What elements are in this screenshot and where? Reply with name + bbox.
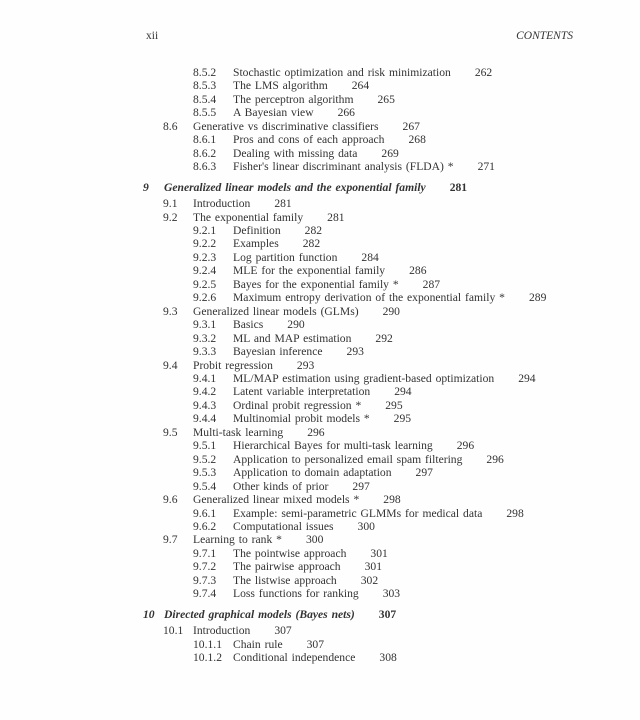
toc-entry-title: Bayes for the exponential family *	[233, 277, 399, 291]
toc-entry	[0, 547, 640, 560]
toc-entry-number: 9.6.2	[193, 519, 217, 533]
toc-entry-title: Learning to rank *	[193, 533, 282, 547]
toc-entry-number: 9.6.1	[193, 506, 217, 520]
toc-entry-title: The exponential family	[193, 210, 304, 224]
toc-entry-title: MLE for the exponential family	[233, 264, 386, 278]
toc-entry	[0, 332, 640, 345]
toc-entry	[0, 133, 640, 146]
toc-entry-title: Generalized linear models and the exponential family	[164, 181, 426, 195]
toc-entry-number: 9.4	[163, 358, 178, 372]
toc-entry	[0, 359, 640, 372]
toc-entry-number: 9.3.2	[193, 331, 217, 345]
toc-entry-page: 308	[379, 651, 397, 665]
toc-entry	[0, 345, 640, 358]
toc-entry-number: 9.2	[163, 210, 178, 224]
toc-entry-title: Pros and cons of each approach	[233, 133, 385, 147]
toc-entry	[0, 93, 640, 106]
toc-entry-page: 303	[382, 587, 401, 601]
toc-entry-page: 301	[370, 546, 388, 560]
toc-entry-number: 10.1	[163, 624, 184, 638]
toc-entry-title: Multi-task learning	[193, 425, 284, 439]
toc-entry-number: 8.5.4	[193, 92, 217, 106]
toc-entry-number: 9.2.1	[193, 223, 217, 237]
toc-entry-number: 9.7.1	[193, 546, 217, 560]
toc-entry	[0, 120, 640, 133]
toc-entry-number: 9.4.1	[193, 371, 217, 385]
toc-entry-page: 267	[402, 119, 420, 133]
toc-entry-page: 290	[382, 304, 400, 318]
toc-entry-number: 9.3.3	[193, 345, 217, 359]
toc-entry-title: Conditional independence	[233, 651, 356, 665]
page-number-label: xii	[146, 30, 159, 42]
toc-entry	[0, 264, 640, 277]
toc-entry-title: Introduction	[193, 197, 251, 211]
toc-entry-title: Definition	[233, 223, 281, 237]
toc-entry-number: 9.1	[163, 197, 178, 211]
toc-entry	[0, 79, 640, 92]
toc-entry-page: 293	[296, 358, 315, 372]
toc-entry-title: Latent variable interpretation	[233, 385, 371, 399]
toc-entry-title: Bayesian inference	[233, 345, 323, 359]
toc-entry-title: Generalized linear models (GLMs)	[193, 304, 359, 318]
toc-entry-title: Examples	[233, 237, 279, 251]
toc-entry-page: 264	[351, 79, 370, 93]
toc-entry-number: 9.7.3	[193, 573, 217, 587]
toc-entry-page: 295	[393, 412, 412, 426]
toc-entry-number: 9.5	[163, 425, 178, 439]
toc-entry-title: Log partition function	[233, 250, 338, 264]
toc-entry	[0, 291, 640, 304]
toc-entry	[0, 574, 640, 587]
toc-entry-number: 9.3.1	[193, 318, 217, 332]
toc-entry	[0, 533, 640, 546]
toc-entry	[0, 197, 640, 210]
toc-entry-page: 290	[287, 318, 305, 332]
toc-entry-page: 298	[383, 493, 401, 507]
toc-entry	[0, 638, 640, 651]
toc-entry-title: Introduction	[193, 624, 251, 638]
toc-entry-number: 9.2.6	[193, 291, 217, 305]
toc-entry-page: 292	[375, 331, 393, 345]
toc-entry-title: ML and MAP estimation	[233, 331, 352, 345]
toc-entry-page: 281	[327, 210, 345, 224]
toc-entry-title: The LMS algorithm	[233, 79, 328, 93]
toc-entry-page: 266	[337, 106, 355, 120]
toc-entry-number: 9.4.3	[193, 398, 217, 412]
toc-entry-page: 281	[274, 197, 292, 211]
toc-entry	[0, 66, 640, 79]
toc-entry-title: The listwise approach	[233, 573, 337, 587]
toc-entry-page: 271	[477, 160, 495, 174]
toc-entry-number: 8.6.1	[193, 133, 217, 147]
toc-entry-title: The pointwise approach	[233, 546, 347, 560]
toc-entry	[0, 426, 640, 439]
toc-entry-page: 268	[408, 133, 426, 147]
toc-entry-number: 8.5.3	[193, 79, 217, 93]
toc-entry-page: 300	[357, 519, 375, 533]
toc-entry-page: 262	[474, 66, 493, 79]
toc-entry	[0, 453, 640, 466]
toc-entry-page: 307	[378, 608, 397, 622]
toc-entry-page: 293	[346, 345, 364, 359]
toc-entry-number: 9	[143, 181, 149, 195]
toc-entry-page: 294	[518, 371, 536, 385]
toc-entry-title: Computational issues	[233, 519, 334, 533]
toc-entry-number: 9.5.2	[193, 452, 217, 466]
toc-entry-page: 284	[361, 250, 379, 264]
toc-entry	[0, 587, 640, 600]
toc-entry	[0, 318, 640, 331]
toc-entry	[0, 106, 640, 119]
toc-entry-page: 298	[506, 506, 524, 520]
toc-entry	[0, 399, 640, 412]
toc-entry-page: 307	[274, 624, 292, 638]
toc-entry-number: 9.4.4	[193, 412, 217, 426]
toc-entry-number: 10	[143, 608, 155, 622]
toc-entry	[0, 147, 640, 160]
toc-entry-number: 9.2.3	[193, 250, 217, 264]
toc-entry-title: Application to domain adaptation	[233, 466, 392, 480]
toc-entry	[0, 305, 640, 318]
toc-entry	[0, 237, 640, 250]
toc-entry-title: Hierarchical Bayes for multi-task learning	[233, 439, 433, 453]
toc-entry	[0, 181, 640, 194]
toc-entry-number: 9.7.4	[193, 587, 217, 601]
toc-entry-page: 282	[302, 237, 321, 251]
toc-entry-number: 10.1.1	[193, 637, 222, 651]
toc-entry	[0, 224, 640, 237]
toc-entry-page: 269	[381, 146, 399, 160]
toc-entry-title: Stochastic optimization and risk minimization	[233, 66, 451, 79]
toc-entry	[0, 651, 640, 664]
toc-entry	[0, 278, 640, 291]
toc-entry-title: ML/MAP estimation using gradient-based optimization	[233, 371, 495, 385]
toc-entry-title: Application to personalized email spam filtering	[233, 452, 463, 466]
toc-entry-number: 9.7.2	[193, 560, 217, 574]
toc-entry-number: 8.6	[163, 119, 178, 133]
toc-entry	[0, 211, 640, 224]
toc-entry-page: 265	[377, 92, 395, 106]
toc-entry	[0, 560, 640, 573]
toc-entry-page: 300	[305, 533, 324, 547]
toc-entry-number: 8.5.5	[193, 106, 217, 120]
toc-entry-title: Chain rule	[233, 637, 283, 651]
toc-entry	[0, 160, 640, 173]
toc-entry	[0, 385, 640, 398]
toc-entry-page: 302	[360, 573, 379, 587]
toc-entry	[0, 608, 640, 621]
toc-entry	[0, 493, 640, 506]
toc-entry-number: 9.5.3	[193, 466, 217, 480]
toc-entry-title: Fisher's linear discriminant analysis (FLDA) *	[233, 160, 454, 174]
toc-entry-number: 9.6	[163, 493, 178, 507]
toc-entry-title: Maximum entropy derivation of the exponential family *	[233, 291, 505, 305]
running-title: CONTENTS	[516, 30, 573, 42]
toc-entry	[0, 480, 640, 493]
toc-entry-page: 297	[415, 466, 433, 480]
toc-entry-number: 9.5.4	[193, 479, 217, 493]
toc-entry-title: Directed graphical models (Bayes nets)	[164, 608, 355, 622]
toc-entry-number: 9.4.2	[193, 385, 217, 399]
toc-entry-title: Dealing with missing data	[233, 146, 358, 160]
toc-entry-page: 296	[456, 439, 475, 453]
toc-entry-number: 9.5.1	[193, 439, 217, 453]
toc-entry	[0, 624, 640, 637]
toc-entry-page: 295	[385, 398, 403, 412]
toc-entry	[0, 372, 640, 385]
toc-entry-page: 294	[394, 385, 412, 399]
toc-entry-number: 8.6.3	[193, 160, 217, 174]
toc-entry-title: Other kinds of prior	[233, 479, 329, 493]
toc-entry	[0, 439, 640, 452]
toc-entry-number: 10.1.2	[193, 651, 222, 665]
toc-entry-number: 9.7	[163, 533, 178, 547]
toc-entry-title: The pairwise approach	[233, 560, 341, 574]
toc-entry-page: 287	[422, 277, 441, 291]
toc-entry-title: Multinomial probit models *	[233, 412, 370, 426]
toc-entry-number: 8.5.2	[193, 66, 217, 79]
toc-entry-title: Probit regression	[193, 358, 273, 372]
toc-entry	[0, 520, 640, 533]
toc-entry-page: 286	[409, 264, 427, 278]
toc-entry-page: 307	[306, 637, 325, 651]
toc-entry-title: A Bayesian view	[233, 106, 314, 120]
toc-entry	[0, 466, 640, 479]
toc-entry-title: Generative vs discriminative classifiers	[193, 119, 379, 133]
toc-entry-title: Generalized linear mixed models *	[193, 493, 360, 507]
toc-entry-title: Ordinal probit regression *	[233, 398, 362, 412]
toc-entry	[0, 251, 640, 264]
toc-entry-number: 9.2.2	[193, 237, 217, 251]
toc-entry-title: The perceptron algorithm	[233, 92, 354, 106]
toc-entry-number: 9.2.5	[193, 277, 217, 291]
toc-entry-number: 8.6.2	[193, 146, 217, 160]
toc-entry-page: 296	[307, 425, 325, 439]
toc-entry	[0, 412, 640, 425]
running-header	[0, 30, 640, 46]
toc-entry-page: 281	[449, 181, 468, 195]
toc-entry-page: 297	[352, 479, 370, 493]
toc-entry-page: 296	[486, 452, 504, 466]
toc-entry-title: Basics	[233, 318, 264, 332]
toc-entry-number: 9.3	[163, 304, 178, 318]
toc-entry-title: Loss functions for ranking	[233, 587, 359, 601]
toc-entry-page: 289	[528, 291, 547, 305]
toc-entry-page: 282	[304, 223, 323, 237]
toc-entry-title: Example: semi-parametric GLMMs for medical data	[233, 506, 483, 520]
toc-entry-number: 9.2.4	[193, 264, 217, 278]
toc-list	[0, 66, 640, 664]
toc-entry-page: 301	[364, 560, 382, 574]
toc-entry	[0, 507, 640, 520]
